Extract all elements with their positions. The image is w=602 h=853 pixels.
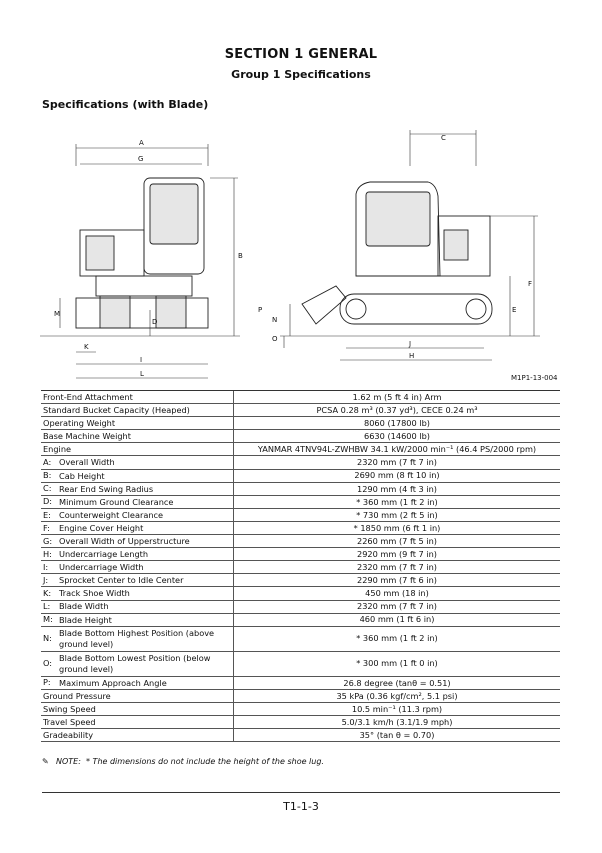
spec-label — [41, 548, 234, 561]
spec-label-text: Sprocket Center to Idle Center — [59, 575, 184, 586]
dim-label-d: D — [152, 318, 158, 326]
spec-code: L: — [43, 601, 51, 612]
spec-label — [41, 561, 234, 574]
spec-row — [41, 535, 560, 548]
spec-label — [41, 417, 234, 430]
spec-label — [41, 651, 234, 676]
spec-row — [41, 715, 560, 728]
spec-label — [41, 495, 234, 508]
spec-label — [41, 676, 234, 689]
spec-label-text: Blade Bottom Highest Position (above ground level) — [59, 628, 215, 649]
group-title: Group 1 Specifications — [231, 68, 371, 81]
side-view-drawing — [280, 130, 540, 360]
spec-value: 1290 mm (4 ft 3 in) — [234, 482, 561, 495]
spec-label-text: Operating Weight — [43, 418, 116, 429]
spec-row — [41, 404, 560, 417]
dim-label-c: C — [441, 134, 446, 142]
spec-label — [41, 430, 234, 443]
spec-value: * 360 mm (1 ft 2 in) — [234, 495, 561, 508]
spec-label-text: Travel Speed — [43, 716, 96, 727]
spec-value: 460 mm (1 ft 6 in) — [234, 613, 561, 626]
spec-value: 35° (tan θ = 0.70) — [234, 729, 561, 742]
excavator-dimension-figure — [40, 126, 562, 388]
spec-label-text: Swing Speed — [43, 703, 96, 714]
spec-value: 5.0/3.1 km/h (3.1/1.9 mph) — [234, 715, 561, 728]
spec-label-text: Front-End Attachment — [43, 391, 133, 402]
spec-label-text: Standard Bucket Capacity (Heaped) — [43, 404, 190, 415]
spec-label-text: Maximum Approach Angle — [59, 677, 167, 688]
spec-code: D: — [43, 496, 53, 507]
spec-table — [41, 390, 560, 742]
spec-label-text: Engine Cover Height — [59, 522, 144, 533]
dim-label-b: B — [238, 252, 243, 260]
spec-value: * 730 mm (2 ft 5 in) — [234, 508, 561, 521]
spec-code: J: — [43, 575, 49, 585]
spec-label — [41, 521, 234, 534]
spec-label — [41, 456, 234, 469]
spec-value: 2320 mm (7 ft 7 in) — [234, 600, 561, 613]
spec-label-text: Counterweight Clearance — [59, 509, 164, 520]
spec-row — [41, 443, 560, 456]
spec-label-text: Undercarriage Width — [59, 562, 144, 573]
note — [42, 757, 324, 766]
figure-code: M1P1-13-004 — [511, 374, 558, 382]
spec-row — [41, 600, 560, 613]
spec-label — [41, 689, 234, 702]
spec-label-text: Track Shoe Width — [59, 588, 130, 599]
spec-label — [41, 587, 234, 600]
spec-code: H: — [43, 548, 52, 559]
spec-row — [41, 456, 560, 469]
spec-code: O: — [43, 658, 53, 669]
spec-code: M: — [43, 614, 53, 625]
spec-row — [41, 508, 560, 521]
specs-subtitle: Specifications (with Blade) — [42, 98, 209, 111]
spec-label — [41, 443, 234, 456]
dim-label-e: E — [512, 306, 517, 314]
spec-value: 2260 mm (7 ft 5 in) — [234, 535, 561, 548]
dim-label-n: N — [272, 316, 278, 324]
spec-code: A: — [43, 457, 52, 468]
spec-row — [41, 391, 560, 404]
spec-value: 2320 mm (7 ft 7 in) — [234, 561, 561, 574]
spec-code: K: — [43, 588, 52, 599]
spec-label — [41, 469, 234, 482]
spec-label — [41, 404, 234, 417]
dim-label-m: M — [54, 310, 61, 318]
dimension-labels — [54, 134, 558, 382]
dim-label-p: P — [258, 306, 263, 314]
spec-row — [41, 417, 560, 430]
spec-label-text: Rear End Swing Radius — [59, 483, 154, 494]
dim-label-f: F — [528, 280, 533, 288]
spec-row — [41, 729, 560, 742]
section-title: SECTION 1 GENERAL — [224, 47, 378, 62]
dim-label-g: G — [138, 155, 144, 163]
spec-value: 450 mm (18 in) — [234, 587, 561, 600]
spec-row — [41, 574, 560, 587]
spec-label-text: Blade Height — [59, 614, 112, 625]
spec-value: PCSA 0.28 m³ (0.37 yd³), CECE 0.24 m³ — [234, 404, 561, 417]
dim-label-a: A — [139, 139, 144, 147]
spec-label — [41, 626, 234, 651]
spec-value: 2290 mm (7 ft 6 in) — [234, 574, 561, 587]
spec-value: * 360 mm (1 ft 2 in) — [234, 626, 561, 651]
spec-label-text: Engine — [43, 444, 72, 455]
spec-label — [41, 702, 234, 715]
spec-label-text: Overall Width — [59, 457, 115, 468]
spec-label — [41, 574, 234, 587]
spec-row — [41, 587, 560, 600]
spec-value: * 300 mm (1 ft 0 in) — [234, 651, 561, 676]
page-number: T1-1-3 — [283, 800, 319, 813]
dim-label-i: I — [140, 356, 143, 364]
spec-value: 2320 mm (7 ft 7 in) — [234, 456, 561, 469]
spec-label-text: Blade Bottom Lowest Position (below ground level) — [59, 653, 211, 674]
spec-row — [41, 521, 560, 534]
spec-value: * 1850 mm (6 ft 1 in) — [234, 521, 561, 534]
front-view-drawing — [40, 144, 240, 378]
spec-value: 2920 mm (9 ft 7 in) — [234, 548, 561, 561]
spec-row — [41, 626, 560, 651]
spec-code: G: — [43, 535, 53, 546]
spec-value: YANMAR 4TNV94L-ZWHBW 34.1 kW/2000 min⁻¹ (46.4 PS/2000 rpm) — [234, 443, 561, 456]
dim-label-o: O — [272, 335, 278, 343]
spec-label-text: Undercarriage Length — [59, 549, 149, 560]
spec-code: E: — [43, 509, 51, 520]
spec-label-text: Minimum Ground Clearance — [59, 496, 174, 507]
spec-value: 2690 mm (8 ft 10 in) — [234, 469, 561, 482]
spec-code: N: — [43, 633, 52, 644]
spec-label — [41, 613, 234, 626]
spec-row — [41, 702, 560, 715]
spec-label — [41, 391, 234, 404]
spec-value: 35 kPa (0.36 kgf/cm², 5.1 psi) — [234, 689, 561, 702]
spec-value: 8060 (17800 lb) — [234, 417, 561, 430]
note-text: * The dimensions do not include the height of the shoe lug. — [86, 757, 324, 766]
spec-value: 1.62 m (5 ft 4 in) Arm — [234, 391, 561, 404]
spec-code: C: — [43, 483, 52, 494]
spec-label — [41, 715, 234, 728]
spec-label — [41, 729, 234, 742]
spec-row — [41, 469, 560, 482]
spec-value: 10.5 min⁻¹ (11.3 rpm) — [234, 702, 561, 715]
spec-code: P: — [43, 677, 51, 688]
spec-row — [41, 689, 560, 702]
spec-label — [41, 482, 234, 495]
spec-code: B: — [43, 470, 52, 481]
spec-label-text: Overall Width of Upperstructure — [59, 536, 190, 547]
spec-row — [41, 676, 560, 689]
spec-row — [41, 613, 560, 626]
spec-label-text: Gradeability — [43, 729, 94, 740]
spec-value: 6630 (14600 lb) — [234, 430, 561, 443]
dim-label-l: L — [140, 370, 144, 378]
spec-code: F: — [43, 522, 50, 533]
pencil-icon: ✎ — [42, 757, 49, 766]
dim-label-h: H — [409, 352, 415, 360]
spec-label — [41, 600, 234, 613]
note-label: NOTE: — [56, 757, 81, 766]
dim-label-j: J — [409, 340, 412, 348]
spec-label-text: Ground Pressure — [43, 690, 111, 701]
spec-value: 26.8 degree (tanθ = 0.51) — [234, 676, 561, 689]
spec-row — [41, 482, 560, 495]
footer-rule — [42, 792, 560, 793]
spec-label-text: Blade Width — [59, 601, 109, 612]
spec-row — [41, 548, 560, 561]
spec-label — [41, 508, 234, 521]
spec-row — [41, 430, 560, 443]
spec-row — [41, 651, 560, 676]
spec-row — [41, 495, 560, 508]
spec-row — [41, 561, 560, 574]
spec-label-text: Cab Height — [59, 470, 105, 481]
dim-label-k: K — [84, 343, 89, 351]
spec-code: I: — [43, 561, 49, 572]
spec-label-text: Base Machine Weight — [43, 431, 131, 442]
spec-label — [41, 535, 234, 548]
